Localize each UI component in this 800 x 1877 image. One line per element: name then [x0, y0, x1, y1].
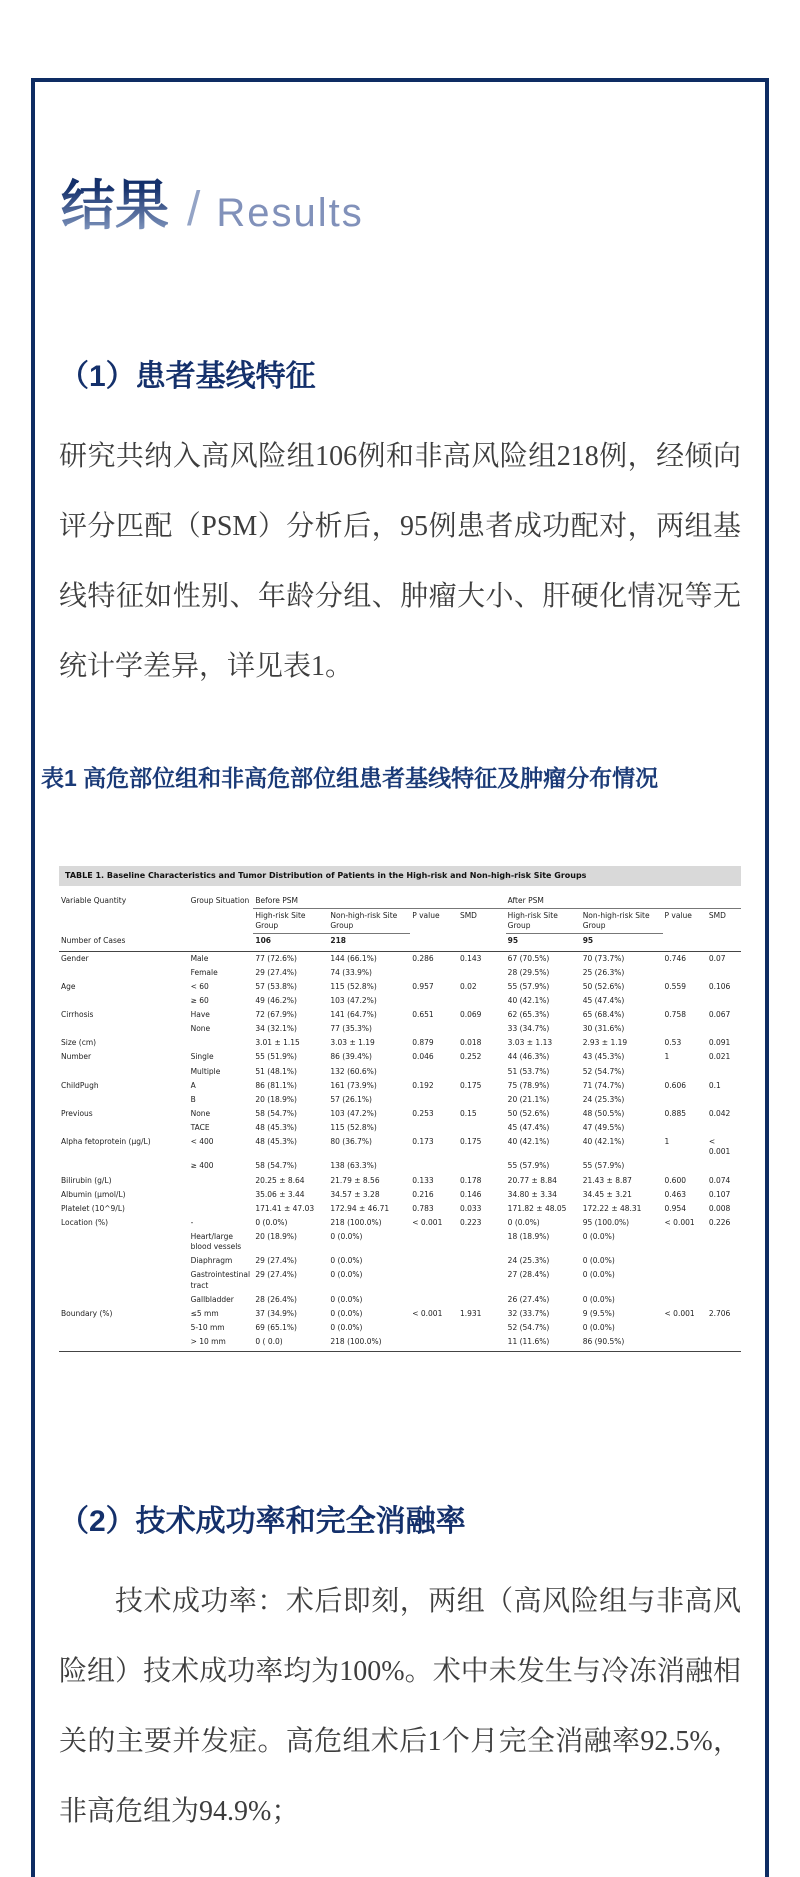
row-label: Age	[61, 981, 76, 991]
table-cell: 20 (18.9%)	[255, 1094, 297, 1104]
row-sublabel: A	[190, 1080, 196, 1090]
group-header-before-psm: Before PSM	[253, 894, 505, 909]
table-cell	[410, 1268, 458, 1292]
table-cell: 49 (46.2%)	[255, 995, 297, 1005]
col-subheader: P value	[412, 911, 440, 921]
table-cell: 0.783	[412, 1203, 434, 1213]
table-cell: 0.107	[708, 1189, 731, 1199]
table-cell: 27 (28.4%)	[507, 1270, 550, 1280]
row-sublabel: Heart/large blood vessels	[190, 1232, 242, 1252]
table-cell: 0.758	[664, 1010, 686, 1020]
row-sublabel: ≥ 400	[190, 1161, 214, 1171]
row-sublabel: B	[190, 1094, 196, 1104]
table-cell: 51 (53.7%)	[507, 1066, 550, 1076]
row-sublabel	[189, 1174, 254, 1188]
table-cell	[458, 1268, 506, 1292]
table-cell: 20 (21.1%)	[507, 1094, 550, 1104]
table-cell: 0.046	[412, 1052, 434, 1062]
table-cell	[458, 1022, 506, 1036]
table-cell: 0.559	[664, 981, 686, 991]
table-cell: 0.885	[664, 1108, 686, 1118]
table-cell	[663, 1230, 707, 1254]
table-cell	[458, 1230, 506, 1254]
table-cell: 218 (100.0%)	[330, 1217, 382, 1227]
col-header-variable: Variable Quantity	[61, 896, 127, 906]
table-cell: 25 (26.3%)	[582, 967, 625, 977]
row-sublabel: Female	[190, 967, 218, 977]
table-cell	[410, 1230, 458, 1254]
table-cell: 55 (57.9%)	[582, 1161, 625, 1171]
row-label: Number	[61, 1052, 92, 1062]
row-label	[59, 1321, 189, 1335]
baseline-table	[59, 894, 741, 1352]
table-cell: 1	[664, 1052, 670, 1062]
table-cell: 218	[328, 934, 410, 951]
table-cell: 0.53	[664, 1038, 682, 1048]
table-cell: 0.074	[708, 1175, 731, 1185]
table-cell: 29 (27.4%)	[255, 1270, 297, 1280]
table-cell	[707, 1121, 741, 1135]
col-subheader: SMD	[459, 911, 477, 921]
row-label: Previous	[61, 1108, 93, 1118]
table-cell: 20.77 ± 8.84	[507, 1175, 557, 1185]
table-cell: 20 (18.9%)	[255, 1232, 297, 1242]
table-cell: 0.1	[708, 1080, 721, 1090]
table-cell	[707, 934, 741, 951]
row-sublabel: Male	[190, 953, 209, 963]
table-cell: 3.01 ± 1.15	[255, 1038, 300, 1048]
table-cell	[707, 1022, 741, 1036]
row-sublabel	[189, 1036, 254, 1050]
table-cell: 32 (33.7%)	[507, 1308, 550, 1318]
row-label	[59, 1065, 189, 1079]
table-cell: 3.03 ± 1.19	[330, 1038, 375, 1048]
table-cell	[410, 934, 458, 951]
table-cell: 47 (49.5%)	[582, 1123, 625, 1133]
row-sublabel: None	[190, 1024, 211, 1034]
table-cell: 40 (42.1%)	[507, 995, 550, 1005]
table-cell: 40 (42.1%)	[582, 1137, 625, 1147]
table-cell: 0 (0.0%)	[507, 1217, 540, 1227]
table-cell	[410, 1254, 458, 1268]
col-subheader: High-risk Site Group	[253, 909, 328, 934]
table-cell	[458, 1121, 506, 1135]
table-cell: 55 (57.9%)	[507, 981, 550, 991]
table-cell	[410, 1065, 458, 1079]
page-title-en: Results	[216, 190, 364, 235]
row-sublabel: Gastrointestinal tract	[190, 1270, 251, 1290]
table-cell: 0.178	[459, 1175, 482, 1185]
table-cell: 58 (54.7%)	[255, 1161, 297, 1171]
table-cell	[707, 966, 741, 980]
table-cell: 171.41 ± 47.03	[255, 1203, 315, 1213]
row-label	[59, 1093, 189, 1107]
table-cell: 50 (52.6%)	[507, 1108, 550, 1118]
table-cell: 218 (100.0%)	[328, 1335, 410, 1352]
table-cell: 9 (9.5%)	[582, 1308, 615, 1318]
row-label	[59, 966, 189, 980]
table-cell	[458, 1093, 506, 1107]
group-header-after-psm: After PSM	[506, 894, 741, 909]
table-cell: 138 (63.3%)	[330, 1161, 377, 1171]
table-cell: 0.069	[459, 1010, 482, 1020]
table-cell	[410, 1022, 458, 1036]
table-cell: 28 (29.5%)	[507, 967, 550, 977]
table-cell	[663, 1293, 707, 1307]
table-cell: < 0.001	[412, 1308, 443, 1318]
table-cell: 115 (52.8%)	[330, 1123, 377, 1133]
table-cell: < 0.001	[708, 1137, 731, 1157]
table-cell: 0.746	[664, 953, 686, 963]
row-sublabel	[189, 1188, 254, 1202]
table-cell: 0.173	[412, 1137, 434, 1147]
table-cell: 0.954	[664, 1203, 686, 1213]
table-cell: 2.706	[708, 1308, 731, 1318]
table-cell: < 0.001	[412, 1217, 443, 1227]
table-cell: 132 (60.6%)	[330, 1066, 377, 1076]
table-cell: 20.25 ± 8.64	[255, 1175, 305, 1185]
table-cell: 0.216	[412, 1189, 434, 1199]
table-cell: 0.106	[708, 981, 731, 991]
table-cell: 55 (57.9%)	[507, 1161, 550, 1171]
table-cell: 44 (46.3%)	[507, 1052, 550, 1062]
table-cell	[458, 1159, 506, 1173]
col-header-group: Group Situation	[190, 896, 250, 906]
table-cell	[410, 1121, 458, 1135]
table-cell	[458, 1065, 506, 1079]
row-label	[59, 1254, 189, 1268]
table-cell: 55 (51.9%)	[255, 1052, 297, 1062]
table-cell: 0 (0.0%)	[582, 1256, 615, 1266]
table-cell: 0.600	[664, 1175, 686, 1185]
table-cell: 141 (64.7%)	[330, 1010, 377, 1020]
table-cell: 0.286	[412, 953, 434, 963]
row-label: Cirrhosis	[61, 1010, 94, 1020]
table-cell	[410, 1335, 458, 1352]
row-label	[59, 994, 189, 1008]
row-label	[59, 1293, 189, 1307]
table-cell: 30 (31.6%)	[582, 1024, 625, 1034]
table-cell	[663, 1335, 707, 1352]
table-cell: 11 (11.6%)	[506, 1335, 581, 1352]
table-cell	[663, 1254, 707, 1268]
title-slash-divider: /	[187, 183, 201, 236]
table-cell	[458, 1293, 506, 1307]
table-cell: 95	[506, 934, 581, 951]
row-sublabel: Multiple	[190, 1066, 221, 1076]
table-cell: 1.931	[459, 1308, 482, 1318]
table-cell: 0.651	[412, 1010, 434, 1020]
table-cell: 0.042	[708, 1108, 731, 1118]
row-label: Gender	[61, 953, 89, 963]
table-cell	[410, 1159, 458, 1173]
table-cell: 0.253	[412, 1108, 434, 1118]
table-cell: 74 (33.9%)	[330, 967, 372, 977]
row-label: Location (%)	[61, 1217, 109, 1227]
page-title-cn: 结果	[61, 174, 169, 239]
table-cell: 106	[253, 934, 328, 951]
table-cell	[189, 934, 254, 951]
table-cell: 0 (0.0%)	[330, 1294, 363, 1304]
table-cell	[458, 1321, 506, 1335]
table-cell: 29 (27.4%)	[255, 1256, 297, 1266]
table-cell: 0.15	[459, 1108, 477, 1118]
table-cell: 95	[581, 934, 663, 951]
table-cell: < 0.001	[664, 1217, 695, 1227]
row-sublabel: ≤5 mm	[190, 1308, 219, 1318]
table-cell	[663, 1159, 707, 1173]
table-cell: 0 (0.0%)	[330, 1308, 363, 1318]
row-sublabel: TACE	[190, 1123, 210, 1133]
page-title	[61, 174, 741, 239]
table-cell: 0.091	[708, 1038, 731, 1048]
table-cell: 161 (73.9%)	[330, 1080, 377, 1090]
table-cell: 0 ( 0.0)	[253, 1335, 328, 1352]
table-cell: 0.175	[459, 1137, 482, 1147]
table-cell: 0.879	[412, 1038, 434, 1048]
row-label	[59, 1159, 189, 1173]
table-cell: 103 (47.2%)	[330, 995, 377, 1005]
table-cell: 45 (47.4%)	[507, 1123, 550, 1133]
table-cell: 103 (47.2%)	[330, 1108, 377, 1118]
table-cell: 75 (78.9%)	[507, 1080, 550, 1090]
table-cell	[663, 1121, 707, 1135]
table-cell	[458, 966, 506, 980]
table-cell: 0 (0.0%)	[255, 1217, 288, 1227]
table-cell: 77 (35.3%)	[330, 1024, 372, 1034]
col-subheader: SMD	[708, 911, 726, 921]
table-cell	[458, 994, 506, 1008]
table-cell: 0.021	[708, 1052, 731, 1062]
table-cell: 52 (54.7%)	[582, 1066, 625, 1076]
table-cell: 86 (81.1%)	[255, 1080, 297, 1090]
table-cell: 48 (50.5%)	[582, 1108, 625, 1118]
table-cell	[410, 1093, 458, 1107]
table-cell: 21.43 ± 8.87	[582, 1175, 632, 1185]
table-cell	[410, 1293, 458, 1307]
table-cell	[663, 1268, 707, 1292]
section-1-heading: （1）患者基线特征	[59, 359, 316, 393]
table-cell	[707, 1335, 741, 1352]
table-cell: 57 (53.8%)	[255, 981, 297, 991]
row-label: ChildPugh	[61, 1080, 99, 1090]
table-cell: 0.252	[459, 1052, 482, 1062]
table-cell: 52 (54.7%)	[507, 1322, 550, 1332]
section-2-paragraph: 技术成功率：术后即刻，两组（高风险组与非高风险组）技术成功率均为100%。术中未发生与冷冻消融相关的主要并发症。高危组术后1个月完全消融率92.5%，非高危组为94.9%；	[59, 1586, 741, 1828]
table-cell	[458, 934, 506, 951]
table-cell: 0.957	[412, 981, 434, 991]
row-label: Platelet (10^9/L)	[61, 1203, 125, 1213]
table-cell: 48 (45.3%)	[255, 1137, 297, 1147]
table-cell: 34.45 ± 3.21	[582, 1189, 632, 1199]
table-cell: 0.463	[664, 1189, 686, 1199]
table-cell: 95 (100.0%)	[582, 1217, 630, 1227]
table-cell	[707, 1321, 741, 1335]
table-cell	[663, 966, 707, 980]
table-cell: 172.22 ± 48.31	[582, 1203, 642, 1213]
row-sublabel	[189, 1202, 254, 1216]
table-cell	[707, 1093, 741, 1107]
col-subheader: Non-high-risk Site Group	[328, 909, 410, 934]
row-sublabel: > 10 mm	[189, 1335, 254, 1352]
table-cell: 2.93 ± 1.19	[582, 1038, 628, 1048]
table-cell	[707, 1230, 741, 1254]
row-label	[59, 1230, 189, 1254]
table-cell	[410, 966, 458, 980]
table-cell: 45 (47.4%)	[582, 995, 625, 1005]
row-label	[59, 1268, 189, 1292]
row-label: Alpha fetoprotein (μg/L)	[61, 1137, 151, 1147]
table-cell: 18 (18.9%)	[507, 1232, 550, 1242]
row-label	[59, 1022, 189, 1036]
article-card	[31, 78, 769, 1877]
table-cell: 72 (67.9%)	[255, 1010, 297, 1020]
table-cell: 24 (25.3%)	[507, 1256, 550, 1266]
row-label: Bilirubin (g/L)	[61, 1175, 112, 1185]
table-cell: 0 (0.0%)	[582, 1232, 615, 1242]
table-cell	[707, 1293, 741, 1307]
table-cell	[707, 1065, 741, 1079]
table-cell	[458, 1254, 506, 1268]
table-cell: 0.192	[412, 1080, 434, 1090]
row-label	[59, 1335, 189, 1352]
table-cell: 172.94 ± 46.71	[330, 1203, 390, 1213]
table-cell	[663, 1093, 707, 1107]
table-cell: 71 (74.7%)	[582, 1080, 625, 1090]
table-cell: 33 (34.7%)	[507, 1024, 550, 1034]
table-cell	[458, 1335, 506, 1352]
table-cell: 28 (26.4%)	[255, 1294, 297, 1304]
table-cell: 0.606	[664, 1080, 686, 1090]
table-cell: 144 (66.1%)	[330, 953, 377, 963]
row-sublabel: ≥ 60	[190, 995, 209, 1005]
row-sublabel: < 400	[190, 1137, 214, 1147]
col-subheader: Non-high-risk Site Group	[581, 909, 663, 934]
row-label: Size (cm)	[61, 1038, 97, 1048]
table-cell: 21.79 ± 8.56	[330, 1175, 380, 1185]
table-cell: 0 (0.0%)	[582, 1294, 615, 1304]
row-sublabel: < 60	[190, 981, 209, 991]
table-cell: 43 (45.3%)	[582, 1052, 625, 1062]
table-cell: 0.018	[459, 1038, 482, 1048]
table-cell: 70 (73.7%)	[582, 953, 625, 963]
table-title: TABLE 1. Baseline Characteristics and Tumor Distribution of Patients in the High-risk and Non-high-risk Site Groups	[59, 866, 741, 886]
table-cell: 77 (72.6%)	[255, 953, 297, 963]
table-cell: 0.143	[459, 953, 482, 963]
table-cell: 0 (0.0%)	[330, 1256, 363, 1266]
table-cell	[410, 994, 458, 1008]
row-label: Boundary (%)	[61, 1308, 113, 1318]
row-sublabel: None	[190, 1108, 211, 1118]
table-cell: 57 (26.1%)	[330, 1094, 372, 1104]
table-cell: 0.175	[459, 1080, 482, 1090]
table-cell	[410, 1321, 458, 1335]
row-label	[59, 1121, 189, 1135]
table-cell: 58 (54.7%)	[255, 1108, 297, 1118]
table-cell: 0 (0.0%)	[582, 1322, 615, 1332]
row-sublabel: Have	[190, 1010, 210, 1020]
section-1-paragraph: 研究共纳入高风险组106例和非高风险组218例，经倾向评分匹配（PSM）分析后，95例患者成功配对，两组基线特征如性别、年龄分组、肿瘤大小、肝硬化情况等无统计学差异，详见表1。	[59, 440, 741, 682]
table-cell: 3.03 ± 1.13	[507, 1038, 553, 1048]
table-cell: 86 (90.5%)	[581, 1335, 663, 1352]
table-caption: 表1 高危部位组和非高危部位组患者基线特征及肿瘤分布情况	[41, 764, 659, 791]
table-cell: 0.133	[412, 1175, 434, 1185]
table-cell: 0.067	[708, 1010, 731, 1020]
row-sublabel: 5-10 mm	[190, 1322, 225, 1332]
table-cell	[663, 994, 707, 1008]
row-sublabel: Gallbladder	[190, 1294, 234, 1304]
table-cell	[707, 1254, 741, 1268]
table-cell: 0 (0.0%)	[330, 1232, 363, 1242]
table-cell	[663, 934, 707, 951]
section-2-heading: （2）技术成功率和完全消融率	[59, 1505, 466, 1539]
table-cell: 34 (32.1%)	[255, 1024, 297, 1034]
table-cell	[707, 1159, 741, 1173]
table-cell: 0.146	[459, 1189, 482, 1199]
table-cell: 0 (0.0%)	[330, 1322, 363, 1332]
table-cell: 65 (68.4%)	[582, 1010, 625, 1020]
table-cell: 51 (48.1%)	[255, 1066, 297, 1076]
table-cell: 0.008	[708, 1203, 731, 1213]
table-cell: 29 (27.4%)	[255, 967, 297, 977]
table-cell: 115 (52.8%)	[330, 981, 377, 991]
table-cell: 0 (0.0%)	[582, 1270, 615, 1280]
table-cell: 171.82 ± 48.05	[507, 1203, 567, 1213]
baseline-table-figure	[59, 866, 741, 1353]
table-cell: 24 (25.3%)	[582, 1094, 625, 1104]
table-cell	[707, 1268, 741, 1292]
table-cell: 69 (65.1%)	[255, 1322, 297, 1332]
table-cell: 0.07	[708, 953, 726, 963]
row-label: Albumin (μmol/L)	[61, 1189, 126, 1199]
table-cell: 0.223	[459, 1217, 482, 1227]
table-cell: 86 (39.4%)	[330, 1052, 372, 1062]
table-cell	[663, 1321, 707, 1335]
row-sublabel: Diaphragm	[190, 1256, 233, 1266]
table-cell: < 0.001	[664, 1308, 695, 1318]
table-cell: 34.80 ± 3.34	[507, 1189, 557, 1199]
table-cell	[663, 1065, 707, 1079]
table-cell: 40 (42.1%)	[507, 1137, 550, 1147]
col-subheader: P value	[664, 911, 692, 921]
table-cell: 48 (45.3%)	[255, 1123, 297, 1133]
table-cell: 0 (0.0%)	[330, 1270, 363, 1280]
table-cell: 1	[664, 1137, 670, 1147]
table-cell: 67 (70.5%)	[507, 953, 550, 963]
table-cell: 37 (34.9%)	[255, 1308, 297, 1318]
row-sublabel: Single	[190, 1052, 214, 1062]
table-cell: 35.06 ± 3.44	[255, 1189, 305, 1199]
table-cell: 34.57 ± 3.28	[330, 1189, 380, 1199]
col-subheader: High-risk Site Group	[506, 909, 581, 934]
table-cell: 0.226	[708, 1217, 731, 1227]
table-cell	[663, 1022, 707, 1036]
row-label: Number of Cases	[59, 934, 189, 951]
table-cell: 62 (65.3%)	[507, 1010, 550, 1020]
table-cell	[707, 994, 741, 1008]
table-cell: 80 (36.7%)	[330, 1137, 372, 1147]
table-cell: 0.02	[459, 981, 477, 991]
table-cell: 0.033	[459, 1203, 482, 1213]
table-cell: 26 (27.4%)	[507, 1294, 550, 1304]
row-sublabel: -	[190, 1217, 194, 1227]
table-cell: 50 (52.6%)	[582, 981, 625, 991]
